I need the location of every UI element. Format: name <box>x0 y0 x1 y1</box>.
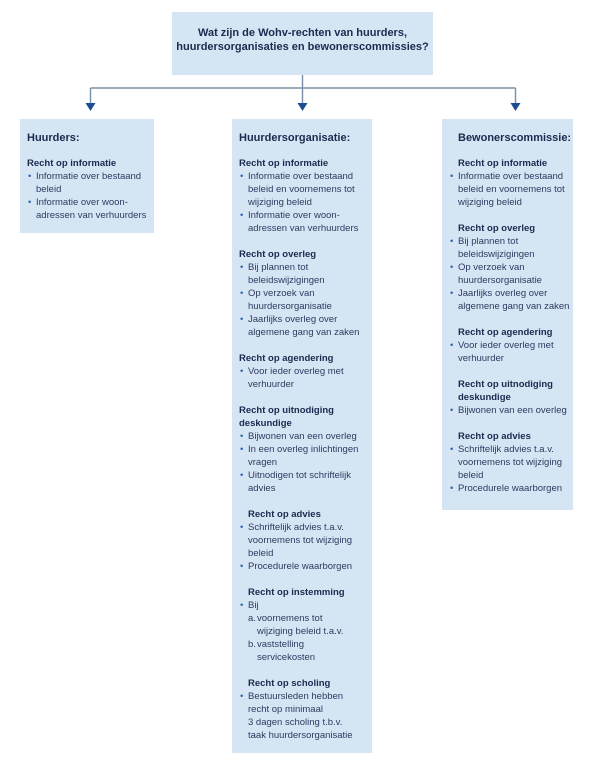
item-text-line: Uitnodigen tot schriftelijk <box>248 470 351 481</box>
bullet-marker: • <box>240 431 244 442</box>
item-text-line: Jaarlijks overleg over <box>248 314 338 325</box>
section-heading-line: Recht op overleg <box>458 223 536 234</box>
item-text <box>458 170 568 209</box>
item-text-line: Bij plannen tot <box>458 236 519 247</box>
section-heading <box>248 677 367 690</box>
bullet-marker: • <box>450 444 454 455</box>
item-text-line: vaststelling <box>257 639 304 650</box>
arrow-down-icon <box>511 103 521 111</box>
list-item <box>239 443 367 469</box>
item-text-line: advies <box>248 483 276 494</box>
rights-section <box>239 352 367 391</box>
item-text-line: huurdersorganisatie <box>248 301 332 312</box>
rights-section <box>239 677 367 742</box>
item-text <box>248 443 367 469</box>
item-text-line: 3 dagen scholing t.b.v. <box>248 717 343 728</box>
section-heading <box>248 508 367 521</box>
item-text <box>248 469 367 495</box>
section-heading-line: Recht op overleg <box>239 249 317 260</box>
item-text-line: beleid <box>36 184 62 195</box>
section-heading <box>239 404 367 430</box>
item-text <box>458 482 568 495</box>
item-text-line: beleid <box>458 470 484 481</box>
section-heading-line: deskundige <box>239 418 292 429</box>
column-bewonerscommissie <box>442 119 573 510</box>
list-item <box>239 209 367 235</box>
bullet-marker: • <box>450 262 454 273</box>
item-text <box>458 287 569 313</box>
item-text <box>458 235 568 261</box>
item-text-line: Bijwonen van een overleg <box>458 405 567 416</box>
item-text-line: huurdersorganisatie <box>458 275 542 286</box>
rights-section <box>449 222 568 313</box>
header-title-line-2: huurdersorganisaties en bewonerscommissies? <box>176 41 429 53</box>
list-item <box>239 560 367 573</box>
rights-section <box>239 508 367 573</box>
bullet-marker: • <box>450 171 454 182</box>
rights-section <box>239 586 367 664</box>
column-title: Huurdersorganisatie: <box>239 132 351 144</box>
item-text-line: voornemens tot wijziging <box>458 457 563 468</box>
list-item <box>239 261 367 287</box>
item-text-line: Bij plannen tot <box>248 262 309 273</box>
section-heading-line: Recht op informatie <box>458 158 548 169</box>
item-text <box>248 313 367 339</box>
section-heading-line: Recht op scholing <box>248 678 331 689</box>
bullet-marker: • <box>240 470 244 481</box>
bullet-marker: • <box>240 262 244 273</box>
bullet-marker: • <box>450 340 454 351</box>
item-text-line: algemene gang van zaken <box>458 301 570 312</box>
section-heading-line: Recht op uitnodiging <box>458 379 553 390</box>
list-item <box>449 170 568 209</box>
list-item <box>248 612 367 638</box>
list-item <box>27 196 149 222</box>
item-text <box>36 170 149 196</box>
list-item <box>449 482 568 495</box>
item-text-line: Informatie over woon- <box>248 210 340 221</box>
item-text <box>248 560 367 573</box>
section-heading-line: Recht op agendering <box>239 353 334 364</box>
item-text <box>248 287 367 313</box>
item-text-line: Schriftelijk advies t.a.v. <box>458 444 554 455</box>
section-heading <box>248 586 367 599</box>
item-text-line: Bijwonen van een overleg <box>248 431 357 442</box>
item-text-line: beleid en voornemens tot <box>458 184 565 195</box>
section-heading-line: Recht op informatie <box>27 158 117 169</box>
list-item <box>449 404 568 417</box>
rights-section <box>449 326 568 365</box>
item-text-line: Informatie over bestaand <box>248 171 354 182</box>
item-text-line: Bij <box>248 600 259 611</box>
item-text-line: servicekosten <box>257 652 316 663</box>
item-text-line: taak huurdersorganisatie <box>248 730 353 741</box>
section-heading-line: Recht op advies <box>458 431 531 442</box>
item-text-line: adressen van verhuurders <box>36 210 147 221</box>
item-text <box>248 365 367 391</box>
arrow-down-icon <box>86 103 96 111</box>
item-text-line: Schriftelijk advies t.a.v. <box>248 522 344 533</box>
bullet-marker: • <box>240 210 244 221</box>
bullet-marker: • <box>240 314 244 325</box>
item-text-line: Voor ieder overleg met <box>458 340 554 351</box>
list-item <box>239 313 367 339</box>
item-text <box>248 430 367 443</box>
item-text-line: Procedurele waarborgen <box>458 483 563 494</box>
list-item <box>239 521 367 560</box>
section-heading <box>458 222 568 235</box>
item-text <box>257 638 367 664</box>
item-text <box>458 339 568 365</box>
item-text <box>458 261 568 287</box>
list-item <box>239 287 367 313</box>
item-text-line: wijziging beleid t.a.v. <box>257 626 344 637</box>
item-text-line: In een overleg inlichtingen <box>248 444 359 455</box>
section-heading <box>239 352 367 365</box>
list-item <box>239 690 367 742</box>
list-item <box>239 430 367 443</box>
item-text-line: adressen van verhuurders <box>248 223 359 234</box>
item-text-line: Voor ieder overleg met <box>248 366 344 377</box>
bullet-marker: • <box>28 171 32 182</box>
list-item <box>449 235 568 261</box>
item-text-line: algemene gang van zaken <box>248 327 360 338</box>
bullet-marker: • <box>240 522 244 533</box>
rights-section <box>449 157 568 209</box>
item-text-line: Bestuursleden hebben <box>248 691 344 702</box>
bullet-marker: • <box>450 405 454 416</box>
section-heading <box>458 326 568 339</box>
bullet-marker: • <box>240 444 244 455</box>
list-item <box>239 599 367 612</box>
bullet-marker: • <box>240 600 244 611</box>
item-text-line: voornemens tot wijziging <box>248 535 353 546</box>
section-heading-line: Recht op advies <box>248 509 321 520</box>
item-text-line: Op verzoek van <box>458 262 525 273</box>
letter-marker: b. <box>248 639 256 650</box>
item-text-line: beleid en voornemens tot <box>248 184 355 195</box>
item-text-line: verhuurder <box>248 379 294 390</box>
item-text <box>248 521 367 560</box>
section-heading-line: Recht op instemming <box>248 587 345 598</box>
item-text-line: Procedurele waarborgen <box>248 561 353 572</box>
list-item <box>449 443 568 482</box>
section-heading-line: Recht op agendering <box>458 327 553 338</box>
list-item <box>239 365 367 391</box>
item-text <box>36 196 149 222</box>
item-text-line: Op verzoek van <box>248 288 315 299</box>
section-heading <box>239 248 367 261</box>
item-text-line: wijziging beleid <box>248 197 312 208</box>
item-text-line: wijziging beleid <box>458 197 522 208</box>
item-text <box>248 209 367 235</box>
bullet-marker: • <box>450 288 454 299</box>
header-title-line-1: Wat zijn de Wohv-rechten van huurders, <box>197 27 408 39</box>
list-item <box>449 261 568 287</box>
rights-section <box>449 430 568 495</box>
bullet-marker: • <box>240 288 244 299</box>
item-text-line: Informatie over woon- <box>36 197 128 208</box>
section-heading <box>27 157 149 170</box>
letter-marker: a. <box>248 613 256 624</box>
list-item <box>449 287 568 313</box>
item-text-line: beleid <box>248 548 274 559</box>
list-item <box>239 170 367 209</box>
item-text <box>458 404 568 417</box>
section-heading-line: Recht op informatie <box>239 158 329 169</box>
bullet-marker: • <box>240 171 244 182</box>
item-text-line: Jaarlijks overleg over <box>458 288 548 299</box>
section-heading <box>458 378 568 404</box>
connector-line <box>91 75 516 104</box>
rights-section <box>239 404 367 495</box>
item-text-line: recht op minimaal <box>248 704 323 715</box>
section-heading <box>239 157 367 170</box>
section-heading <box>458 430 568 443</box>
section-heading-line: Recht op uitnodiging <box>239 405 334 416</box>
item-text <box>248 599 367 612</box>
column-title: Huurders: <box>27 132 80 144</box>
list-item <box>449 339 568 365</box>
bullet-marker: • <box>450 236 454 247</box>
item-text <box>248 170 367 209</box>
item-text-line: Informatie over bestaand <box>458 171 564 182</box>
item-text <box>257 612 367 638</box>
bullet-marker: • <box>240 366 244 377</box>
column-title: Bewonerscommissie: <box>458 132 572 144</box>
arrow-down-icon <box>298 103 308 111</box>
bullet-marker: • <box>450 483 454 494</box>
item-text-line: Informatie over bestaand <box>36 171 142 182</box>
column-huurders <box>20 119 154 233</box>
section-heading-line: deskundige <box>458 392 511 403</box>
section-heading <box>458 157 568 170</box>
item-text <box>458 443 568 482</box>
bullet-marker: • <box>28 197 32 208</box>
item-text <box>248 690 367 742</box>
item-text-line: voornemens tot <box>257 613 323 624</box>
list-item <box>27 170 149 196</box>
rights-section <box>449 378 568 417</box>
item-text-line: beleidswijzigingen <box>458 249 535 260</box>
item-text-line: beleidswijzigingen <box>248 275 325 286</box>
item-text <box>248 261 367 287</box>
item-text-line: verhuurder <box>458 353 504 364</box>
column-huurdersorganisatie <box>232 119 372 753</box>
bullet-marker: • <box>240 561 244 572</box>
item-text-line: vragen <box>248 457 278 468</box>
list-item <box>239 469 367 495</box>
rights-section <box>27 157 149 222</box>
list-item <box>248 638 367 664</box>
bullet-marker: • <box>240 691 244 702</box>
rights-section <box>239 157 367 235</box>
rights-section <box>239 248 367 339</box>
